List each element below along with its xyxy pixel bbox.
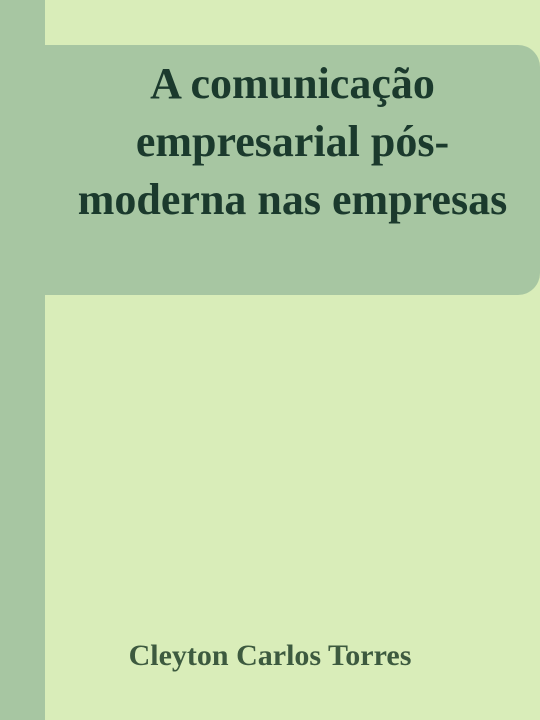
book-title: A comunicação empresarial pós-moderna nas empresas xyxy=(77,59,508,224)
title-panel xyxy=(45,45,540,295)
cover-spine-band xyxy=(0,0,45,720)
book-author: Cleyton Carlos Torres xyxy=(128,639,412,672)
